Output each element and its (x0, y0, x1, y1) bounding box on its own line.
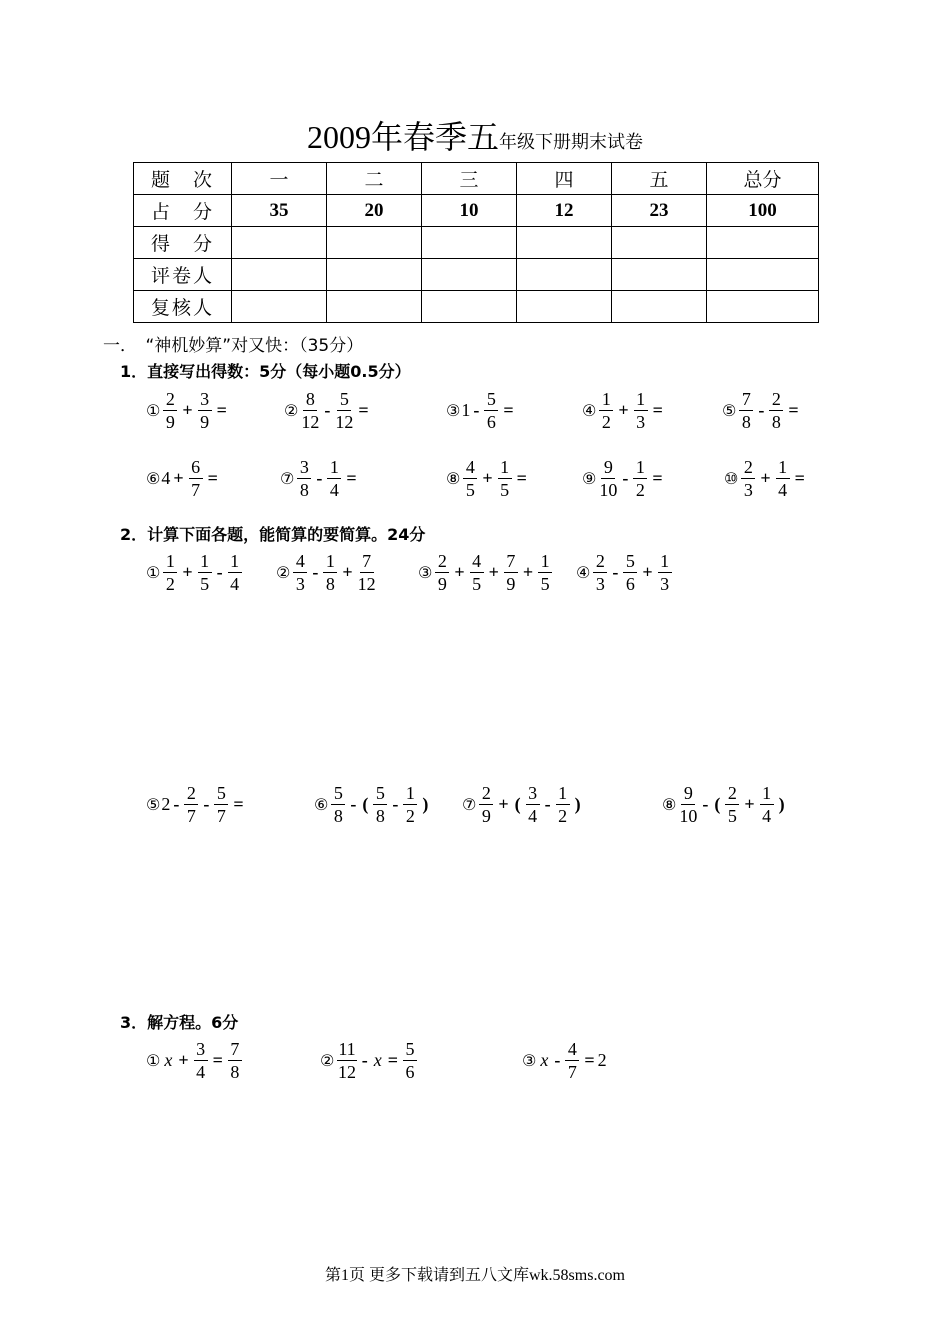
fraction (739, 390, 753, 431)
question-2-row (146, 784, 826, 834)
operator: + (182, 400, 193, 420)
table-cell: 复核人 (134, 291, 232, 323)
denominator: 6 (486, 412, 496, 432)
item-number: ⑩ (724, 469, 739, 488)
question-3-row (146, 1040, 746, 1090)
operator: + (498, 794, 509, 814)
table-cell: 四 (517, 163, 612, 195)
fraction (228, 552, 242, 593)
equation (146, 1040, 244, 1081)
denominator: 7 (186, 806, 196, 826)
expression (276, 552, 378, 593)
fraction (358, 552, 376, 593)
operator: = (207, 468, 218, 488)
fraction (479, 784, 493, 825)
operator: - (350, 794, 357, 814)
operator: + (618, 400, 629, 420)
fraction (189, 458, 203, 499)
operator: ( (362, 794, 369, 814)
score-table (133, 162, 819, 323)
denominator: 4 (528, 806, 538, 826)
fraction (498, 458, 512, 499)
table-cell: 35 (232, 195, 327, 227)
item-number: ⑤ (146, 795, 161, 814)
page-title (0, 112, 950, 158)
numerator: 5 (484, 390, 498, 411)
number: 2 (597, 1050, 607, 1070)
table-cell: 得 分 (134, 227, 232, 259)
numerator: 7 (228, 1040, 242, 1061)
expression (284, 390, 372, 431)
numerator: 2 (769, 390, 783, 411)
fraction (776, 458, 790, 499)
operator: = (233, 794, 244, 814)
numerator: 1 (658, 552, 672, 573)
denominator: 7 (191, 480, 201, 500)
table-cell: 占 分 (134, 195, 232, 227)
fraction (741, 458, 755, 499)
operator: ) (422, 794, 429, 814)
numerator: 1 (556, 784, 570, 805)
operator: = (503, 400, 514, 420)
operator: ( (714, 794, 721, 814)
question-2-heading: 2．计算下面各题，能简算的要简算。24分 (120, 525, 426, 544)
item-number: ⑥ (314, 795, 329, 814)
fraction (599, 390, 613, 431)
expression (146, 458, 221, 499)
numerator: 7 (739, 390, 753, 411)
denominator: 5 (472, 574, 482, 594)
denominator: 8 (375, 806, 385, 826)
fraction (331, 784, 345, 825)
fraction (297, 458, 311, 499)
numerator: 9 (601, 458, 615, 479)
score-input-cell[interactable] (612, 227, 707, 259)
table-cell: 题 次 (134, 163, 232, 195)
item-number: ① (146, 401, 161, 420)
fraction (484, 390, 498, 431)
score-input-cell[interactable] (422, 291, 517, 323)
fraction (556, 784, 570, 825)
denominator: 3 (743, 480, 753, 500)
fraction (593, 552, 607, 593)
title-main: 2009年春季五 (306, 119, 499, 155)
denominator: 2 (405, 806, 415, 826)
operator: - (622, 468, 629, 488)
expression (582, 390, 666, 431)
question-1-row (146, 390, 826, 440)
numerator: 1 (228, 552, 242, 573)
denominator: 9 (481, 806, 491, 826)
numerator: 5 (623, 552, 637, 573)
denominator: 12 (338, 1062, 357, 1082)
table-cell: 二 (327, 163, 422, 195)
item-number: ⑦ (280, 469, 295, 488)
score-input-cell[interactable] (707, 227, 819, 259)
denominator: 3 (636, 412, 646, 432)
denominator: 2 (635, 480, 645, 500)
denominator: 8 (333, 806, 343, 826)
fraction (679, 784, 697, 825)
operator: + (488, 562, 499, 582)
operator: = (788, 400, 799, 420)
denominator: 10 (599, 480, 618, 500)
numerator: 2 (435, 552, 449, 573)
fraction (214, 784, 228, 825)
numerator: 2 (741, 458, 755, 479)
numerator: 1 (760, 784, 774, 805)
score-input-cell[interactable] (517, 259, 612, 291)
operator: - (324, 400, 331, 420)
denominator: 7 (216, 806, 226, 826)
table-cell: 三 (422, 163, 517, 195)
operator: ) (778, 794, 785, 814)
operator: - (312, 562, 319, 582)
numerator: 4 (470, 552, 484, 573)
fraction (633, 458, 647, 499)
table-row (134, 195, 819, 227)
numerator: 1 (538, 552, 552, 573)
numerator: 5 (331, 784, 345, 805)
denominator: 8 (741, 412, 751, 432)
operator: - (392, 794, 399, 814)
score-input-cell[interactable] (327, 227, 422, 259)
numerator: 4 (565, 1040, 579, 1061)
numerator: 3 (198, 390, 212, 411)
denominator: 5 (540, 574, 550, 594)
fraction (337, 1040, 356, 1081)
numerator: 4 (293, 552, 307, 573)
numerator: 2 (479, 784, 493, 805)
operator: - (758, 400, 765, 420)
numerator: 3 (297, 458, 311, 479)
table-row (134, 163, 819, 195)
numerator: 1 (776, 458, 790, 479)
item-number: ⑧ (446, 469, 461, 488)
operator: + (454, 562, 465, 582)
number: 2 (161, 794, 171, 814)
item-number: ③ (446, 401, 461, 420)
numerator: 2 (593, 552, 607, 573)
numerator: 9 (681, 784, 695, 805)
score-input-cell[interactable] (327, 291, 422, 323)
score-input-cell[interactable] (612, 291, 707, 323)
numerator: 3 (526, 784, 540, 805)
fraction (228, 1040, 242, 1081)
numerator: 1 (634, 390, 648, 411)
section-heading: 一． “神机妙算”对又快：（35分） (103, 336, 364, 356)
table-row (134, 227, 819, 259)
fraction (599, 458, 617, 499)
item-number: ④ (576, 563, 591, 582)
numerator: 1 (498, 458, 512, 479)
denominator: 9 (506, 574, 516, 594)
variable: x (164, 1050, 173, 1070)
denominator: 6 (405, 1062, 415, 1082)
question-1-row (146, 458, 826, 508)
item-number: ① (146, 563, 161, 582)
denominator: 3 (660, 574, 670, 594)
operator: + (182, 562, 193, 582)
table-cell: 23 (612, 195, 707, 227)
numerator: 8 (303, 390, 317, 411)
operator: + (760, 468, 771, 488)
numerator: 7 (360, 552, 374, 573)
expression (146, 552, 244, 593)
table-row (134, 259, 819, 291)
numerator: 6 (189, 458, 203, 479)
score-input-cell[interactable] (707, 259, 819, 291)
score-input-cell[interactable] (612, 259, 707, 291)
table-cell: 一 (232, 163, 327, 195)
fraction (327, 458, 341, 499)
operator: = (358, 400, 369, 420)
table-row (134, 291, 819, 323)
fraction (470, 552, 484, 593)
operator: - (554, 1050, 561, 1070)
denominator: 6 (625, 574, 635, 594)
denominator: 4 (762, 806, 772, 826)
score-input-cell[interactable] (327, 259, 422, 291)
expression (724, 458, 808, 499)
item-number: ⑨ (582, 469, 597, 488)
item-number: ④ (582, 401, 597, 420)
numerator: 1 (327, 458, 341, 479)
score-input-cell[interactable] (232, 227, 327, 259)
operator: - (203, 794, 210, 814)
fraction (198, 552, 212, 593)
operator: = (584, 1050, 595, 1070)
denominator: 5 (727, 806, 737, 826)
item-number: ③ (418, 563, 433, 582)
item-number: ② (276, 563, 291, 582)
operator: + (482, 468, 493, 488)
operator: = (652, 468, 663, 488)
fraction (403, 784, 417, 825)
denominator: 10 (679, 806, 698, 826)
numerator: 1 (163, 552, 177, 573)
operator: + (173, 468, 184, 488)
denominator: 5 (465, 480, 475, 500)
denominator: 3 (595, 574, 605, 594)
operator: ) (574, 794, 581, 814)
denominator: 4 (778, 480, 788, 500)
numerator: 2 (725, 784, 739, 805)
operator: = (652, 400, 663, 420)
numerator: 1 (599, 390, 613, 411)
table-cell: 100 (707, 195, 819, 227)
numerator: 2 (184, 784, 198, 805)
fraction (769, 390, 783, 431)
page-footer: 第1页 更多下载请到五八文库wk.58sms.com (324, 1267, 625, 1284)
expression (314, 784, 431, 825)
denominator: 9 (200, 412, 210, 432)
operator: - (544, 794, 551, 814)
table-cell: 总分 (707, 163, 819, 195)
expression (280, 458, 360, 499)
expression (146, 784, 247, 825)
expression (722, 390, 802, 431)
operator: = (387, 1050, 398, 1070)
operator: - (361, 1050, 368, 1070)
question-1-heading: 1．直接写出得数：5分（每小题0.5分） (120, 362, 411, 381)
denominator: 4 (196, 1062, 206, 1082)
operator: - (612, 562, 619, 582)
expression (446, 458, 530, 499)
numerator: 1 (198, 552, 212, 573)
fraction (335, 390, 353, 431)
numerator: 5 (373, 784, 387, 805)
fraction (435, 552, 449, 593)
item-number: ② (284, 401, 299, 420)
fraction (623, 552, 637, 593)
item-number: ⑥ (146, 469, 161, 488)
score-input-cell[interactable] (517, 291, 612, 323)
operator: + (178, 1050, 189, 1070)
table-cell: 评卷人 (134, 259, 232, 291)
denominator: 4 (230, 574, 240, 594)
operator: = (794, 468, 805, 488)
denominator: 3 (295, 574, 305, 594)
denominator: 8 (325, 574, 335, 594)
expression (418, 552, 554, 593)
fraction (163, 390, 177, 431)
denominator: 9 (437, 574, 447, 594)
expression (662, 784, 788, 825)
operator: - (173, 794, 180, 814)
fraction (184, 784, 198, 825)
operator: + (342, 562, 353, 582)
fraction (194, 1040, 208, 1081)
denominator: 4 (329, 480, 339, 500)
numerator: 1 (323, 552, 337, 573)
numerator: 1 (633, 458, 647, 479)
denominator: 12 (335, 412, 354, 432)
expression (146, 390, 230, 431)
fraction (526, 784, 540, 825)
table-cell: 10 (422, 195, 517, 227)
expression (582, 458, 666, 499)
denominator: 5 (200, 574, 210, 594)
fraction (658, 552, 672, 593)
fraction (403, 1040, 417, 1081)
numerator: 5 (214, 784, 228, 805)
operator: - (316, 468, 323, 488)
variable: x (540, 1050, 549, 1070)
denominator: 9 (165, 412, 175, 432)
score-input-cell[interactable] (707, 291, 819, 323)
question-3-heading: 3．解方程。6分 (120, 1013, 239, 1032)
score-input-cell[interactable] (232, 259, 327, 291)
operator: ( (514, 794, 521, 814)
score-input-cell[interactable] (517, 227, 612, 259)
operator: + (642, 562, 653, 582)
operator: + (522, 562, 534, 582)
fraction (293, 552, 307, 593)
fraction (373, 784, 387, 825)
numerator: 2 (163, 390, 177, 411)
fraction (301, 390, 319, 431)
numerator: 3 (194, 1040, 208, 1061)
table-cell: 12 (517, 195, 612, 227)
numerator: 5 (403, 1040, 417, 1061)
equation (320, 1040, 419, 1081)
item-number: ⑧ (662, 795, 677, 814)
item-number: ③ (522, 1051, 537, 1070)
expression (462, 784, 584, 825)
fraction (504, 552, 518, 593)
item-number: ① (146, 1051, 161, 1070)
operator: - (216, 562, 223, 582)
denominator: 2 (558, 806, 568, 826)
operator: = (516, 468, 527, 488)
item-number: ⑦ (462, 795, 477, 814)
fraction (163, 552, 177, 593)
fraction (538, 552, 552, 593)
denominator: 2 (601, 412, 611, 432)
question-2-row (146, 552, 746, 602)
table-cell: 20 (327, 195, 422, 227)
denominator: 12 (301, 412, 320, 432)
numerator: 7 (504, 552, 518, 573)
numerator: 1 (403, 784, 417, 805)
denominator: 8 (771, 412, 781, 432)
score-input-cell[interactable] (232, 291, 327, 323)
table-cell: 五 (612, 163, 707, 195)
fraction (565, 1040, 579, 1081)
item-number: ⑤ (722, 401, 737, 420)
equation (522, 1040, 607, 1081)
fraction (725, 784, 739, 825)
operator: - (473, 400, 480, 420)
expression (446, 390, 517, 431)
operator: = (216, 400, 227, 420)
denominator: 5 (500, 480, 510, 500)
denominator: 2 (165, 574, 175, 594)
numerator: 4 (463, 458, 477, 479)
operator: - (702, 794, 709, 814)
fraction (198, 390, 212, 431)
title-sub: 年级下册期末试卷 (499, 132, 643, 152)
number: 1 (461, 400, 471, 420)
item-number: ② (320, 1051, 335, 1070)
numerator: 5 (337, 390, 351, 411)
variable: x (373, 1050, 382, 1070)
fraction (463, 458, 477, 499)
denominator: 7 (567, 1062, 577, 1082)
denominator: 8 (299, 480, 309, 500)
fraction (634, 390, 648, 431)
operator: = (346, 468, 357, 488)
expression (576, 552, 674, 593)
operator: = (212, 1050, 223, 1070)
operator: + (744, 794, 755, 814)
denominator: 8 (230, 1062, 240, 1082)
numerator: 11 (338, 1039, 356, 1059)
score-input-cell[interactable] (422, 227, 517, 259)
number: 4 (161, 468, 171, 488)
denominator: 12 (357, 574, 376, 594)
fraction (760, 784, 774, 825)
score-input-cell[interactable] (422, 259, 517, 291)
fraction (323, 552, 337, 593)
